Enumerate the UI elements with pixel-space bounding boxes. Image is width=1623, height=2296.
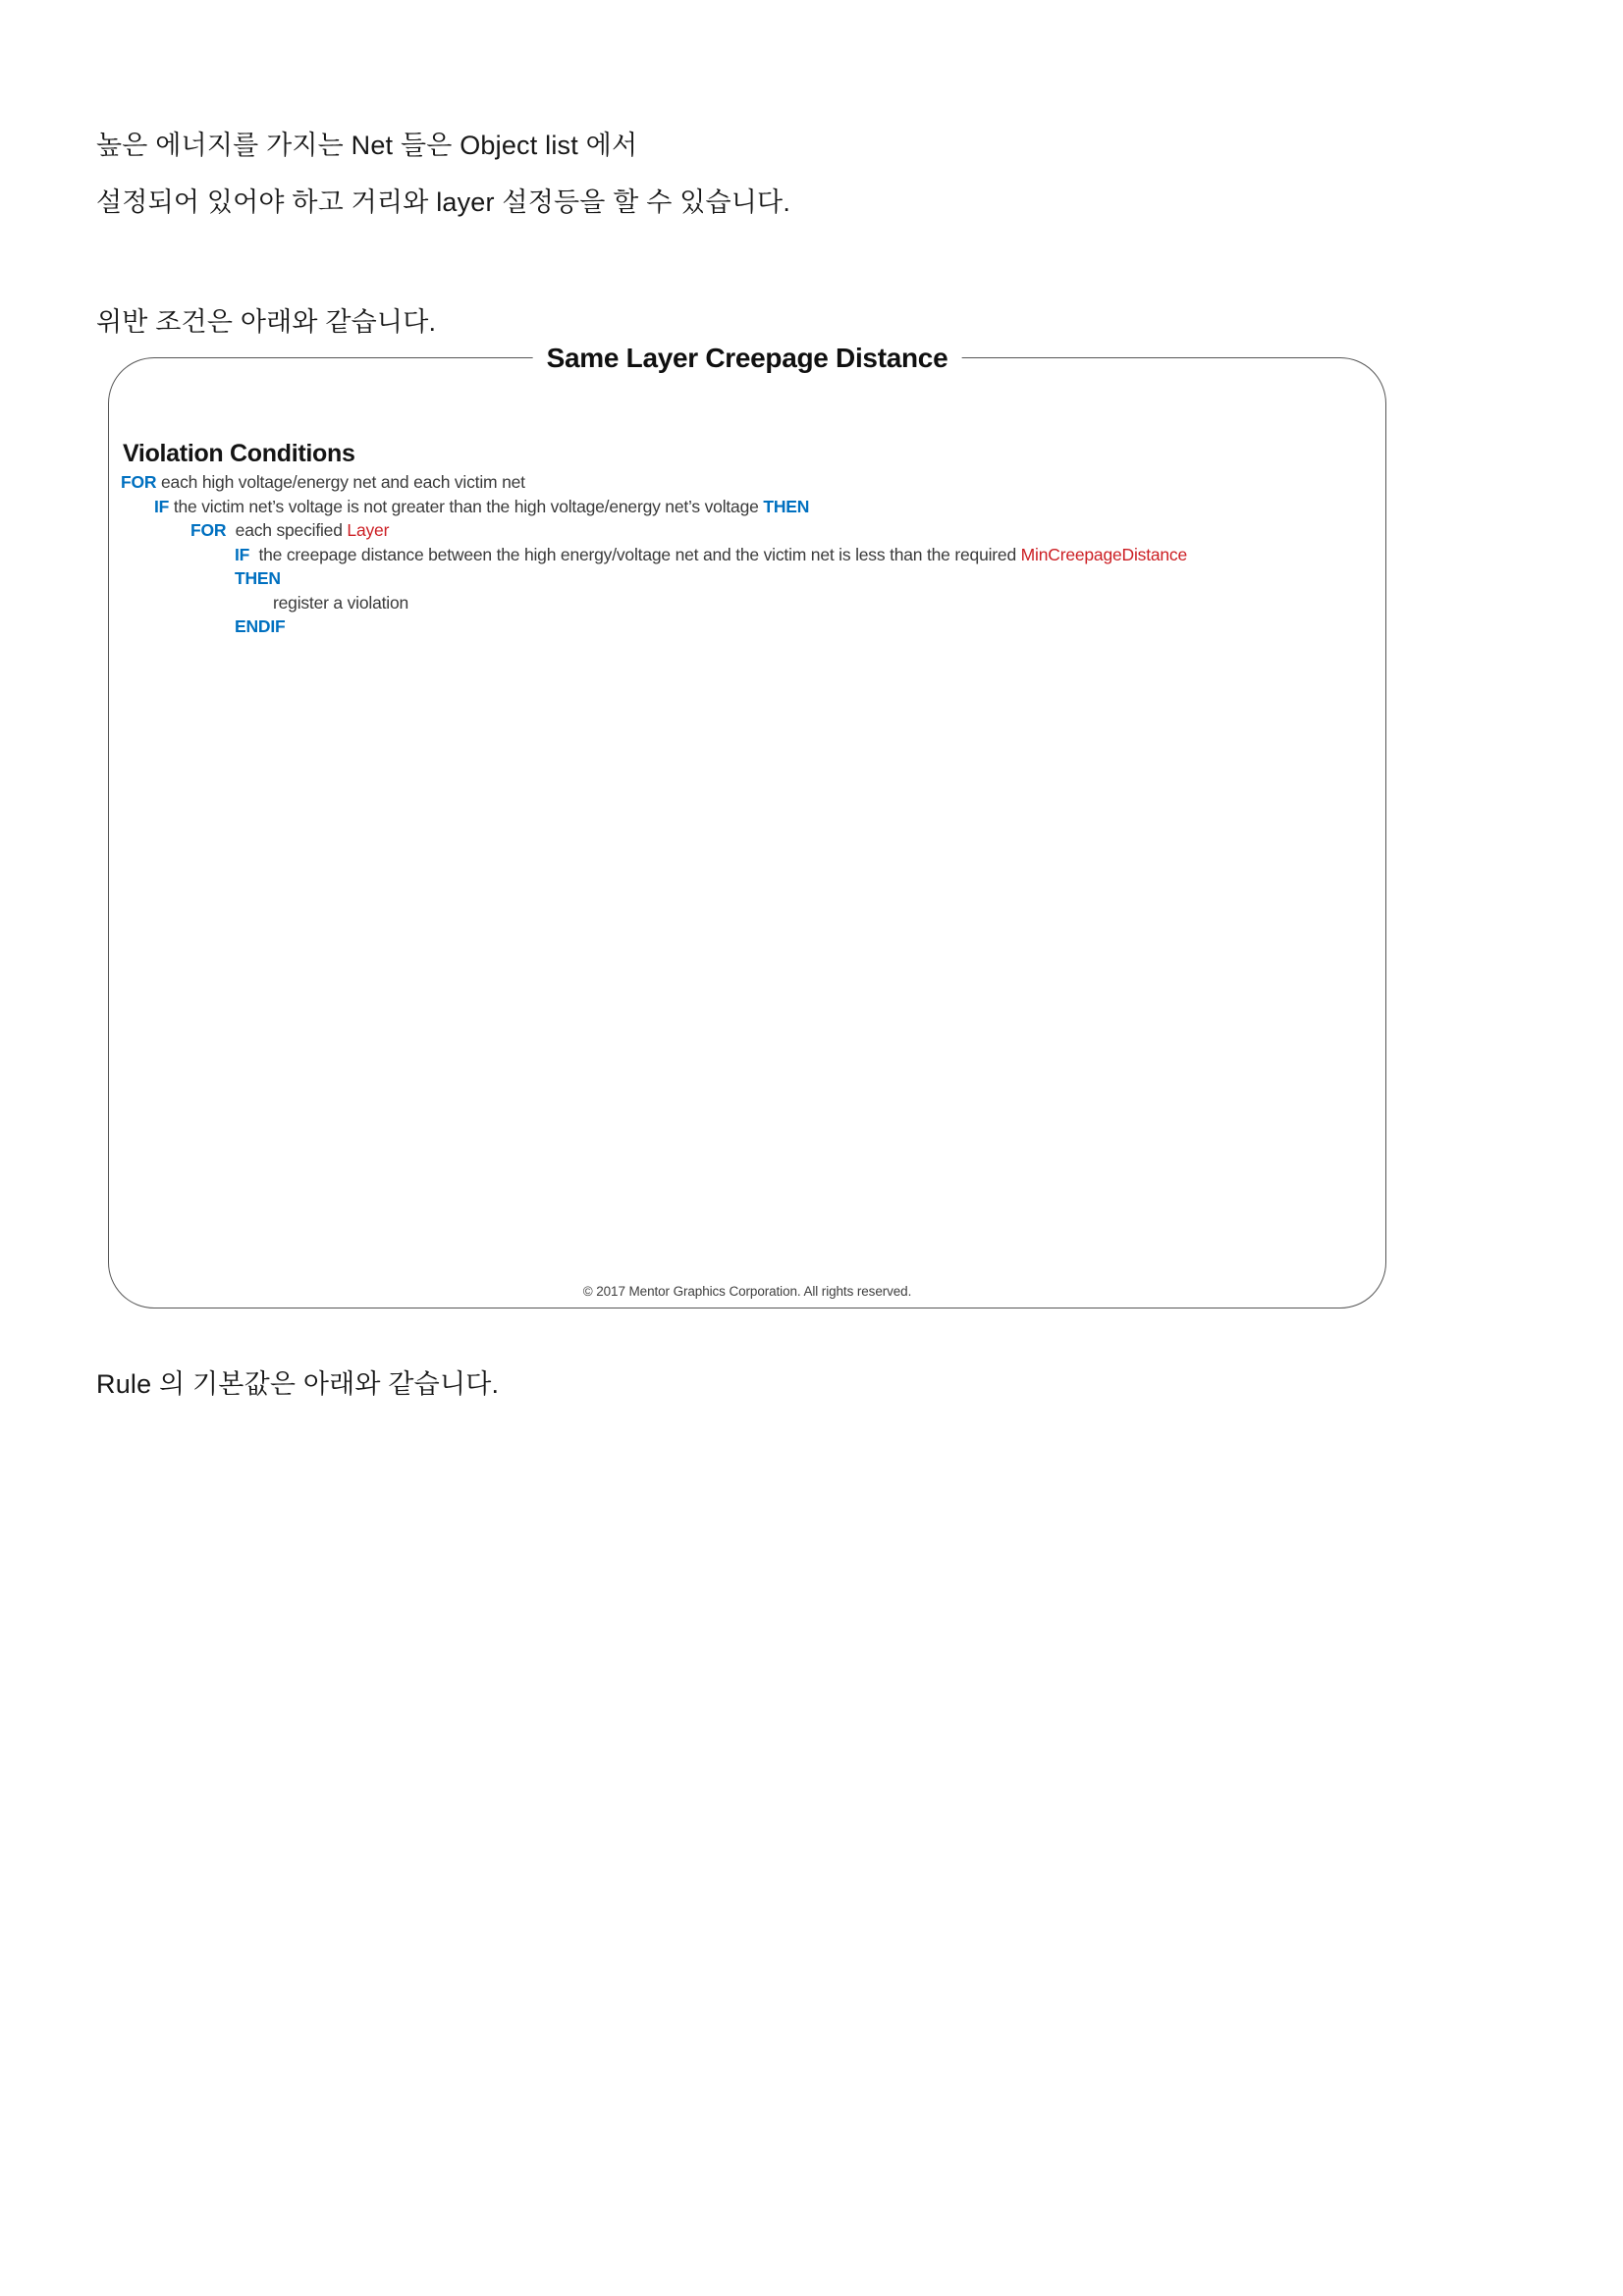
paragraph-rule-defaults: Rule 의 기본값은 아래와 같습니다. — [96, 1369, 500, 1399]
code-keyword: ENDIF — [235, 616, 286, 636]
code-line — [109, 614, 1378, 639]
paragraph-korean-line2: 설정되어 있어야 하고 거리와 layer 설정등을 할 수 있습니다. — [96, 187, 791, 217]
code-line — [109, 543, 1378, 567]
code-keyword: IF — [235, 544, 250, 564]
copyright-notice: © 2017 Mentor Graphics Corporation. All rights reserved. — [582, 1284, 912, 1299]
slide-title: Same Layer Creepage Distance — [533, 343, 962, 374]
code-line — [109, 470, 1378, 495]
code-line — [109, 495, 1378, 519]
pseudocode — [109, 470, 1378, 639]
code-text: each high voltage/energy net and each victim net — [156, 472, 525, 492]
code-text: register a violation — [273, 592, 409, 613]
code-text: each specified — [226, 520, 348, 540]
code-line — [109, 591, 1378, 615]
slide-image — [108, 343, 1386, 1308]
code-text: the creepage distance between the high energy/voltage net and the victim net is less than the required — [249, 544, 1021, 564]
code-keyword: FOR — [190, 520, 227, 540]
code-parameter: Layer — [347, 520, 390, 540]
paragraph-korean-line1: 높은 에너지를 가지는 Net 들은 Object list 에서 — [96, 131, 638, 160]
code-keyword: IF — [154, 496, 170, 516]
code-line — [109, 518, 1378, 543]
code-keyword: FOR — [121, 472, 157, 492]
violation-conditions-heading: Violation Conditions — [123, 440, 355, 467]
paragraph-violation-intro: 위반 조건은 아래와 같습니다. — [96, 307, 437, 337]
code-keyword: THEN — [763, 496, 810, 516]
code-keyword: THEN — [235, 568, 281, 588]
code-parameter: MinCreepageDistance — [1020, 544, 1188, 564]
code-text: the victim net’s voltage is not greater than the high voltage/energy net’s voltage — [169, 496, 764, 516]
code-line — [109, 566, 1378, 591]
